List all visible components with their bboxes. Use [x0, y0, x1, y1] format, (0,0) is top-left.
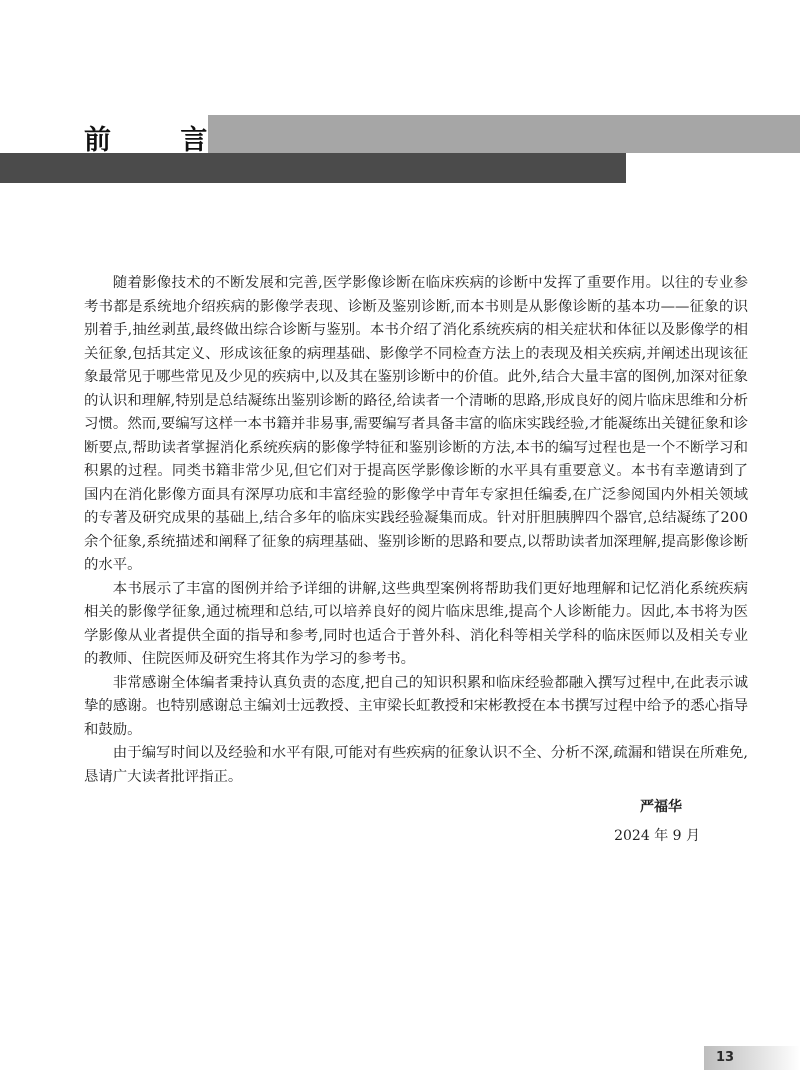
paragraph-3: 非常感谢全体编者秉持认真负责的态度,把自己的知识积累和临床经验都融入撰写过程中,在此表示诚挚的感谢。也特别感谢总主编刘士远教授、主审梁长虹教授和宋彬教授在本书撰写过程中给予的悉心指导和鼓励。 — [84, 674, 748, 738]
signature-block — [614, 796, 700, 845]
paragraph-2: 本书展示了丰富的图例并给予详细的讲解,这些典型案例将帮助我们更好地理解和记忆消化系统疾病相关的影像学征象,通过梳理和总结,可以培养良好的阅片临床思维,提高个人诊断能力。因此,本书将为医学影像从业者提供全面的指导和参考,同时也适合于普外科、消化科等相关学科的临床医师以及相关专业的教师、住院医师及研究生将其作为学习的参考书。 — [84, 580, 748, 667]
page-number: 13 — [716, 1050, 735, 1065]
author-name: 严福华 — [640, 799, 682, 815]
title-bar-light — [208, 115, 800, 153]
signature-date: 2024 年 9 月 — [614, 828, 700, 844]
page-title: 前 言 — [84, 125, 238, 156]
paragraph-4: 由于编写时间以及经验和水平有限,可能对有些疾病的征象认识不全、分析不深,疏漏和错误在所难免,恳请广大读者批评指正。 — [84, 745, 748, 785]
page-number-tab — [704, 1046, 800, 1070]
title-bar-dark — [0, 153, 626, 183]
paragraph-1: 随着影像技术的不断发展和完善,医学影像诊断在临床疾病的诊断中发挥了重要作用。以往的专业参考书都是系统地介绍疾病的影像学表现、诊断及鉴别诊断,而本书则是从影像诊断的基本功——征象的识别着手,抽丝剥茧,最终做出综合诊断与鉴别。本书介绍了消化系统疾病的相关症状和体征以及影像学的相关征象,包括其定义、形成该征象的病理基础、影像学不同检查方法上的表现及相关疾病,并阐述出现该征象最常见于哪些常见及少见的疾病中,以及其在鉴别诊断中的价值。此外,结合大量丰富的图例,加深对征象的认识和理解,特别是总结凝练出鉴别诊断的路径,给读者一个清晰的思路,形成良好的阅片临床思维和分析习惯。然而,要编写这样一本书籍并非易事,需要编写者具备丰富的临床实践经验,才能凝练出关键征象和诊断要点,帮助读者掌握消化系统疾病的影像学特征和鉴别诊断的方法,本书的编写过程也是一个不断学习和积累的过程。同类书籍非常少见,但它们对于提高医学影像诊断的水平具有重要意义。本书有幸邀请到了国内在消化影像方面具有深厚功底和丰富经验的影像学中青年专家担任编委,在广泛参阅国内外相关领域的专著及研究成果的基础上,结合多年的临床实践经验凝集而成。针对肝胆胰脾四个器官,总结凝练了200余个征象,系统描述和阐释了征象的病理基础、鉴别诊断的思路和要点,以帮助读者加深理解,提高影像诊断的水平。 — [84, 275, 748, 573]
preface-body — [84, 272, 748, 789]
